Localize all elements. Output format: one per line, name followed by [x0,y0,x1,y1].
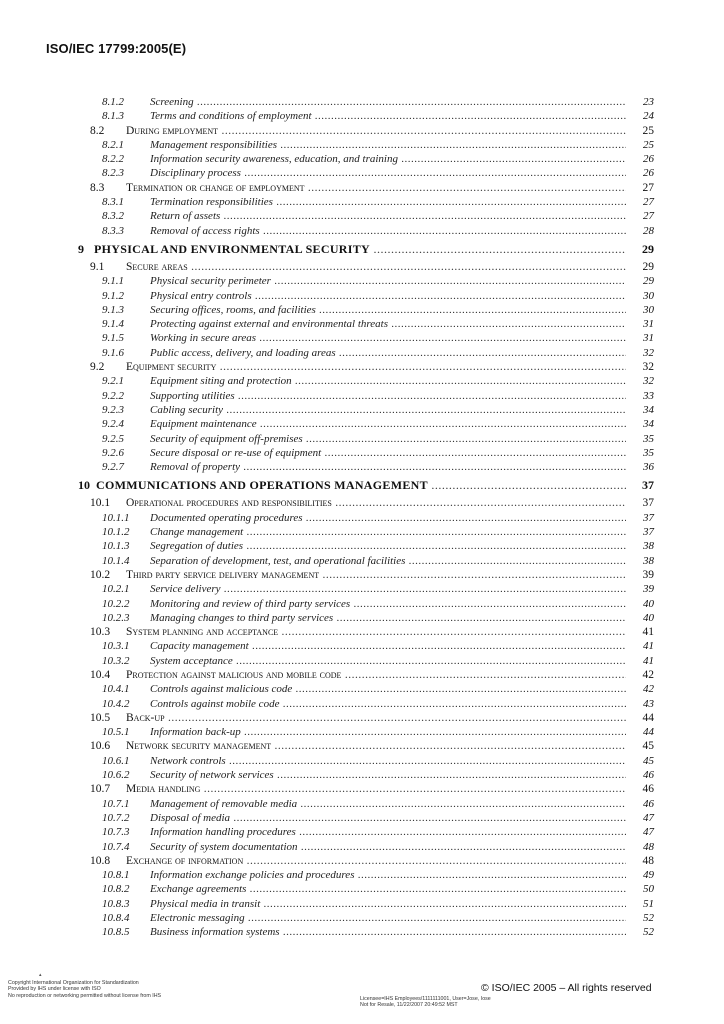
toc-entry-page: 35 [643,432,654,445]
toc-entry-number: 9.2.5 [102,432,124,445]
toc-entry-page: 52 [643,926,654,939]
toc-entry-title: Equipment maintenance ..... [150,417,626,431]
toc-entry-page: 37 [643,511,654,524]
toc-entry-page: 25 [643,138,654,151]
toc-entry[interactable] [0,511,724,525]
toc-entry[interactable] [0,668,724,682]
toc-entry-title: Removal of property ..... [150,460,626,474]
toc-entry-number: 9.2.1 [102,375,124,388]
toc-entry-number: 8.1.3 [102,110,124,123]
toc-entry-page: 35 [643,446,654,459]
toc-entry-title: Information handling procedures ..... [150,825,626,839]
toc-entry-number: 10.8.5 [102,926,130,939]
toc-entry-number: 9.1.4 [102,318,124,331]
toc-entry-title: Physical media in transit ..... [150,897,626,911]
toc-entry-page: 42 [642,668,654,681]
toc-entry-page: 32 [642,361,654,374]
footer-line: Provided by IHS under license with ISO [8,986,101,993]
toc-entry-number: 10.3 [90,626,111,639]
toc-entry[interactable] [0,289,724,303]
toc-entry-page: 38 [643,540,654,553]
toc-entry-page: 23 [643,96,654,108]
toc-entry-number: 10.6.1 [102,754,130,767]
toc-entry[interactable] [0,403,724,417]
toc-entry-title: During employment ..... [126,124,626,138]
toc-entry-title: Controls against mobile code ..... [150,697,626,711]
toc-entry-page: 32 [643,346,654,359]
toc-entry-page: 48 [643,840,654,853]
toc-entry-number: 8.2.3 [102,167,124,180]
toc-entry-number: 10.8.4 [102,912,130,925]
toc-entry-page: 27 [643,210,654,223]
toc-entry-title: Disciplinary process ..... [150,166,626,180]
footer-license-info [360,996,491,1009]
toc-entry[interactable] [0,539,724,553]
footer-iso-copyright: © ISO/IEC 2005 – All rights reserved [481,982,652,994]
toc-entry[interactable] [0,374,724,388]
toc-entry[interactable] [0,754,724,768]
toc-entry-title: Controls against malicious code ..... [150,682,626,696]
toc-entry-page: 45 [643,754,654,767]
toc-entry-number: 10.4.2 [102,697,130,710]
toc-entry[interactable] [0,625,724,639]
toc-entry[interactable] [0,124,724,138]
toc-entry-number: 9.2.2 [102,389,124,402]
toc-entry-page: 33 [643,389,654,402]
toc-entry-title: Management responsibilities ..... [150,138,626,152]
toc-entry-number: 9.1 [90,260,105,273]
toc-entry-page: 39 [643,583,654,596]
toc-entry-number: 10.2.2 [102,597,130,610]
toc-entry[interactable] [0,209,724,223]
toc-entry-number: 8.3 [90,181,105,194]
toc-entry-number: 10.2.3 [102,611,130,624]
toc-entry-number: 10.3.2 [102,654,130,667]
toc-entry[interactable] [0,911,724,925]
toc-entry-title: System acceptance ..... [150,654,626,668]
toc-entry-page: 41 [643,654,654,667]
toc-entry-title: Capacity management ..... [150,639,626,653]
toc-entry-page: 47 [643,811,654,824]
toc-entry-title: Screening ..... [150,95,626,109]
toc-entry-title: Documented operating procedures ..... [150,511,626,525]
toc-entry-title: Exchange agreements ..... [150,882,626,896]
toc-entry-number: 8.2.1 [102,138,124,151]
toc-entry-number: 10.1.4 [102,554,130,567]
toc-entry[interactable] [0,725,724,739]
toc-entry-page: 27 [642,181,654,194]
toc-entry[interactable] [0,654,724,668]
toc-entry[interactable] [0,346,724,360]
toc-entry-number: 9.2.7 [102,461,124,474]
iso-logo-mark: ▴ [39,972,42,978]
toc-entry-page: 37 [643,526,654,539]
toc-entry-number: 10.5 [90,711,111,724]
toc-entry-page: 37 [642,478,654,493]
footer-copyright-notice [8,980,161,999]
toc-entry-page: 26 [643,153,654,166]
toc-entry[interactable] [0,496,724,510]
toc-entry-title: Monitoring and review of third party services ..... [150,597,626,611]
toc-entry-number: 10.8.1 [102,869,130,882]
toc-entry[interactable] [0,181,724,195]
toc-entry[interactable] [0,166,724,180]
toc-entry[interactable] [0,639,724,653]
toc-entry-number: 8.3.2 [102,210,124,223]
toc-entry-number: 9.1.5 [102,332,124,345]
toc-entry-title: Network controls ..... [150,754,626,768]
toc-entry-number: 8.3.3 [102,224,124,237]
toc-entry-page: 37 [642,497,654,510]
toc-entry-page: 52 [643,912,654,925]
toc-entry[interactable] [0,417,724,431]
toc-entry[interactable] [0,224,724,238]
toc-entry-title: Equipment siting and protection ..... [150,374,626,388]
toc-entry-number: 10.4.1 [102,683,130,696]
toc-entry-page: 30 [643,303,654,316]
toc-entry[interactable] [0,782,724,796]
toc-entry-number: 8.2 [90,124,105,137]
toc-entry[interactable] [0,331,724,345]
toc-entry[interactable] [0,611,724,625]
footer-line: Licensee=IHS Employees/1111111001, User=Jose, Iose [360,996,491,1002]
toc-entry[interactable] [0,389,724,403]
toc-entry[interactable] [0,582,724,596]
toc-entry-number: 10.4 [90,668,111,681]
toc-entry-number: 10 [78,478,90,493]
toc-entry[interactable] [0,554,724,568]
toc-entry-title: Protection against malicious and mobile code ..... [126,668,626,682]
toc-entry-number: 10.8.3 [102,897,130,910]
toc-entry[interactable] [0,95,724,109]
toc-entry-page: 38 [643,554,654,567]
toc-entry-title: Management of removable media ..... [150,797,626,811]
toc-entry-page: 27 [643,196,654,209]
toc-entry-title: Back-up ..... [126,711,626,725]
toc-entry-page: 48 [642,854,654,867]
toc-entry-page: 42 [643,683,654,696]
toc-entry[interactable] [0,474,724,496]
toc-entry-title: Return of assets ..... [150,209,626,223]
toc-entry-page: 43 [643,697,654,710]
toc-entry-title: Terms and conditions of employment ..... [150,109,626,123]
toc-entry[interactable] [0,697,724,711]
toc-entry[interactable] [0,360,724,374]
toc-entry-number: 9.2.6 [102,446,124,459]
toc-entry-page: 50 [643,883,654,896]
toc-entry[interactable] [0,274,724,288]
toc-entry-title: Public access, delivery, and loading areas ..... [150,346,626,360]
toc-entry-page: 44 [643,726,654,739]
footer-line: No reproduction or networking permitted without license from IHS [8,992,162,999]
toc-entry-page: 34 [643,403,654,416]
toc-entry-title: Managing changes to third party services ..... [150,611,626,625]
toc-entry-title: Change management ..... [150,525,626,539]
toc-entry-number: 10.7 [90,783,111,796]
toc-entry-title: Separation of development, test, and operational facilities ..... [150,554,626,568]
document-header: ISO/IEC 17799:2005(E) [46,41,187,56]
toc-entry-title: Secure disposal or re-use of equipment ..... [150,446,626,460]
toc-entry[interactable] [0,109,724,123]
toc-entry-page: 30 [643,289,654,302]
toc-entry-title: Protecting against external and environmental threats ..... [150,317,626,331]
toc-entry[interactable] [0,568,724,582]
toc-entry-page: 41 [642,626,654,639]
toc-entry-title: Securing offices, rooms, and facilities ..... [150,303,626,317]
toc-entry-number: 10.8 [90,854,111,867]
toc-entry-title: Security of equipment off-premises ..... [150,432,626,446]
toc-entry-page: 36 [643,461,654,474]
toc-entry[interactable] [0,811,724,825]
toc-entry-number: 9.2 [90,361,105,374]
toc-entry-title: Secure areas ..... [126,260,626,274]
toc-entry-number: 9.1.2 [102,289,124,302]
toc-entry-title: Business information systems ..... [150,925,626,939]
toc-entry[interactable] [0,260,724,274]
toc-entry-title: Equipment security ..... [126,360,626,374]
toc-entry-title: Operational procedures and responsibilities ..... [126,496,626,510]
toc-entry-title: Termination or change of employment ..... [126,181,626,195]
toc-entry-number: 10.1.3 [102,540,130,553]
toc-entry[interactable] [0,711,724,725]
toc-entry-page: 31 [643,318,654,331]
toc-entry[interactable] [0,460,724,474]
toc-entry-page: 46 [643,797,654,810]
toc-entry-page: 34 [643,418,654,431]
toc-entry-number: 10.6.2 [102,769,130,782]
toc-entry-title: Removal of access rights ..... [150,224,626,238]
toc-entry[interactable] [0,432,724,446]
toc-entry[interactable] [0,446,724,460]
toc-entry-number: 10.7.4 [102,840,130,853]
toc-entry-number: 9.1.6 [102,346,124,359]
toc-entry-page: 47 [643,826,654,839]
footer-line: Copyright International Organization for Standardization [8,980,139,986]
toc-entry-number: 8.1.2 [102,96,124,108]
toc-entry-title: Information back-up ..... [150,725,626,739]
toc-entry-page: 25 [642,124,654,137]
toc-entry[interactable] [0,925,724,939]
toc-entry-page: 46 [642,783,654,796]
toc-entry[interactable] [0,797,724,811]
toc-entry-title: Network security management ..... [126,739,626,753]
toc-entry[interactable] [0,897,724,911]
toc-entry-title: Cabling security ..... [150,403,626,417]
toc-entry-page: 51 [643,897,654,910]
toc-entry-number: 9 [78,241,84,256]
toc-entry[interactable] [0,525,724,539]
toc-entry-number: 10.7.1 [102,797,130,810]
toc-entry[interactable] [0,195,724,209]
toc-entry-title: Information exchange policies and procedures ..... [150,868,626,882]
toc-entry-page: 29 [642,260,654,273]
toc-entry-number: 9.2.4 [102,418,124,431]
toc-entry-page: 40 [643,597,654,610]
toc-entry-number: 9.1.3 [102,303,124,316]
toc-entry[interactable] [0,825,724,839]
toc-entry[interactable] [0,597,724,611]
toc-entry-page: 44 [642,711,654,724]
toc-entry-page: 39 [642,568,654,581]
toc-entry[interactable] [0,138,724,152]
toc-entry-title: Service delivery ..... [150,582,626,596]
toc-entry[interactable] [0,303,724,317]
toc-entry-number: 8.3.1 [102,196,124,209]
toc-entry[interactable] [0,317,724,331]
toc-entry-title: System planning and acceptance ..... [126,625,626,639]
toc-entry-number: 8.2.2 [102,153,124,166]
toc-entry[interactable] [0,882,724,896]
toc-entry-number: 10.3.1 [102,640,130,653]
toc-entry-number: 9.1.1 [102,275,124,288]
toc-entry[interactable] [0,739,724,753]
toc-entry-page: 45 [642,740,654,753]
toc-entry-page: 49 [643,869,654,882]
toc-entry-number: 10.1.2 [102,526,130,539]
toc-entry-page: 40 [643,611,654,624]
toc-entry-number: 10.1.1 [102,511,130,524]
toc-entry-number: 10.2 [90,568,111,581]
toc-entry-page: 26 [643,167,654,180]
toc-entry[interactable] [0,768,724,782]
toc-entry-title: Disposal of media ..... [150,811,626,825]
toc-entry-title: Physical security perimeter ..... [150,274,626,288]
toc-entry-title: Working in secure areas ..... [150,331,626,345]
toc-entry-title: Media handling ..... [126,782,626,796]
toc-entry-page: 32 [643,375,654,388]
toc-entry-page: 29 [642,241,654,256]
toc-entry-number: 10.6 [90,740,111,753]
toc-entry-page: 31 [643,332,654,345]
table-of-contents [0,95,724,940]
toc-entry-number: 10.7.2 [102,811,130,824]
toc-entry[interactable] [0,682,724,696]
toc-entry-page: 41 [643,640,654,653]
toc-entry-title: Exchange of information ..... [126,854,626,868]
toc-entry[interactable] [0,854,724,868]
toc-entry-title: Segregation of duties ..... [150,539,626,553]
toc-entry-number: 10.1 [90,497,111,510]
toc-entry-page: 28 [643,224,654,237]
toc-entry-title: Third party service delivery management ..... [126,568,626,582]
toc-entry-title: Security of system documentation ..... [150,840,626,854]
toc-entry-page: 29 [643,275,654,288]
toc-entry[interactable] [0,868,724,882]
toc-entry[interactable] [0,840,724,854]
toc-entry-page: 46 [643,769,654,782]
toc-entry[interactable] [0,152,724,166]
toc-entry-title: COMMUNICATIONS AND OPERATIONS MANAGEMENT ..... [96,478,626,492]
toc-entry-title: Information security awareness, education, and training ..... [150,152,626,166]
toc-entry-number: 10.5.1 [102,726,130,739]
toc-entry-title: Electronic messaging ..... [150,911,626,925]
footer-line: Not for Resale, 11/22/2007 20:49:52 MST [360,1002,458,1009]
toc-entry-number: 10.2.1 [102,583,130,596]
toc-entry-title: Supporting utilities ..... [150,389,626,403]
toc-entry[interactable] [0,238,724,260]
toc-entry-number: 9.2.3 [102,403,124,416]
toc-entry-page: 24 [643,110,654,123]
toc-entry-title: Security of network services ..... [150,768,626,782]
toc-entry-number: 10.7.3 [102,826,130,839]
toc-entry-title: Physical entry controls ..... [150,289,626,303]
toc-entry-number: 10.8.2 [102,883,130,896]
toc-entry-title: PHYSICAL AND ENVIRONMENTAL SECURITY ..... [94,242,626,256]
toc-entry-title: Termination responsibilities ..... [150,195,626,209]
